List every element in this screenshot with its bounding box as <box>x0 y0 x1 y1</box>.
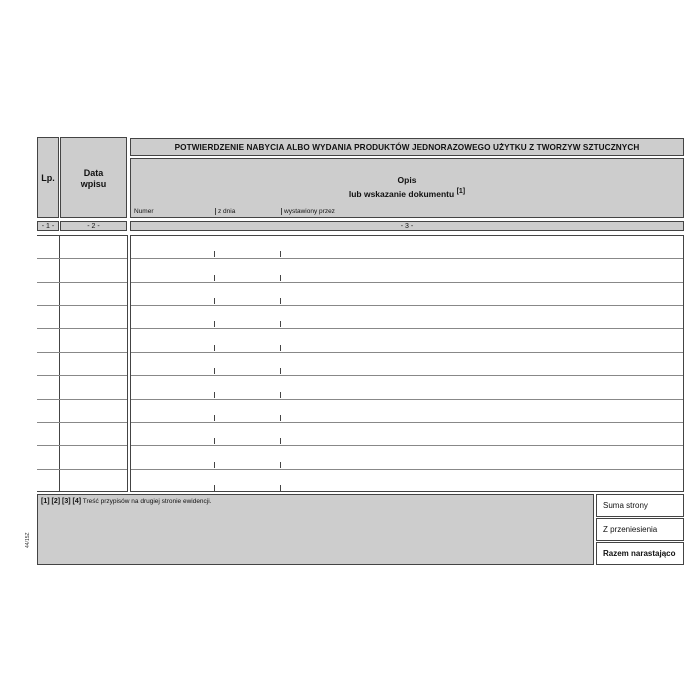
opis-line2: lub wskazanie dokumentu [1] <box>348 188 466 199</box>
sub-label-wystawiony: wystawiony przez <box>281 208 335 215</box>
razem-box <box>596 542 684 565</box>
form-code: 44/15Z <box>25 532 31 548</box>
data-label-line1: Data <box>83 168 104 178</box>
field-separator-tick <box>280 485 281 491</box>
right-row-divider <box>131 445 683 446</box>
field-separator-tick <box>214 415 215 421</box>
field-separator-tick <box>214 321 215 327</box>
lp-header <box>37 137 59 218</box>
left-row-divider <box>37 469 127 470</box>
field-separator-tick <box>214 345 215 351</box>
field-separator-tick <box>280 368 281 374</box>
right-row-divider <box>131 328 683 329</box>
lp-label: Lp. <box>41 172 55 183</box>
razem-label: Razem narastająco <box>603 549 676 558</box>
footnote-box <box>37 494 594 565</box>
field-separator-tick <box>214 275 215 281</box>
left-row-divider <box>37 305 127 306</box>
entries-left-grid <box>37 235 128 492</box>
right-row-divider <box>131 399 683 400</box>
suma-strony-box <box>596 494 684 517</box>
left-row-divider <box>37 399 127 400</box>
field-separator-tick <box>214 438 215 444</box>
field-separator-tick <box>280 251 281 257</box>
field-separator-tick <box>280 462 281 468</box>
entries-right-grid <box>130 235 684 492</box>
right-row-divider <box>131 258 683 259</box>
field-separator-tick <box>214 251 215 257</box>
field-separator-tick <box>280 298 281 304</box>
opis-header <box>130 158 684 218</box>
right-row-divider <box>131 469 683 470</box>
colnum-1: - 1 - <box>37 221 59 231</box>
field-separator-tick <box>280 392 281 398</box>
footnote <box>41 498 212 505</box>
field-separator-tick <box>280 438 281 444</box>
left-row-divider <box>37 445 127 446</box>
field-separator-tick <box>280 345 281 351</box>
right-row-divider <box>131 282 683 283</box>
lp-divider <box>59 236 60 491</box>
left-row-divider <box>37 352 127 353</box>
right-row-divider <box>131 375 683 376</box>
left-row-divider <box>37 422 127 423</box>
z-przeniesienia-box <box>596 518 684 541</box>
right-row-divider <box>131 422 683 423</box>
footnote-text: Treść przypisów na drugiej stronie ewidencji. <box>82 498 212 505</box>
opis-line1: Opis <box>397 175 417 185</box>
form-title-text: POTWIERDZENIE NABYCIA ALBO WYDANIA PRODUKTÓW JEDNORAZOWEGO UŻYTKU Z TWORZYW SZTUCZNYCH <box>174 142 640 152</box>
right-row-divider <box>131 305 683 306</box>
field-separator-tick <box>214 368 215 374</box>
colnum-2: - 2 - <box>60 221 127 231</box>
right-row-divider <box>131 352 683 353</box>
colnum-3: - 3 - <box>130 221 684 231</box>
left-row-divider <box>37 258 127 259</box>
field-separator-tick <box>214 392 215 398</box>
suma-strony-label: Suma strony <box>603 501 648 510</box>
opis-text <box>131 175 683 200</box>
field-separator-tick <box>280 415 281 421</box>
field-separator-tick <box>280 275 281 281</box>
field-separator-tick <box>214 298 215 304</box>
sub-label-z-dnia: z dnia <box>215 208 235 215</box>
z-przeniesienia-label: Z przeniesienia <box>603 525 658 534</box>
form-title <box>130 138 684 156</box>
left-row-divider <box>37 282 127 283</box>
opis-footnote-ref: [1] <box>456 188 466 195</box>
sub-label-numer: Numer <box>134 208 154 215</box>
field-separator-tick <box>280 321 281 327</box>
left-row-divider <box>37 375 127 376</box>
field-separator-tick <box>214 485 215 491</box>
data-wpisu-header <box>60 137 127 218</box>
footnote-refs: [1] [2] [3] [4] <box>41 498 82 505</box>
data-label-line2: wpisu <box>80 179 107 189</box>
field-separator-tick <box>214 462 215 468</box>
left-row-divider <box>37 328 127 329</box>
